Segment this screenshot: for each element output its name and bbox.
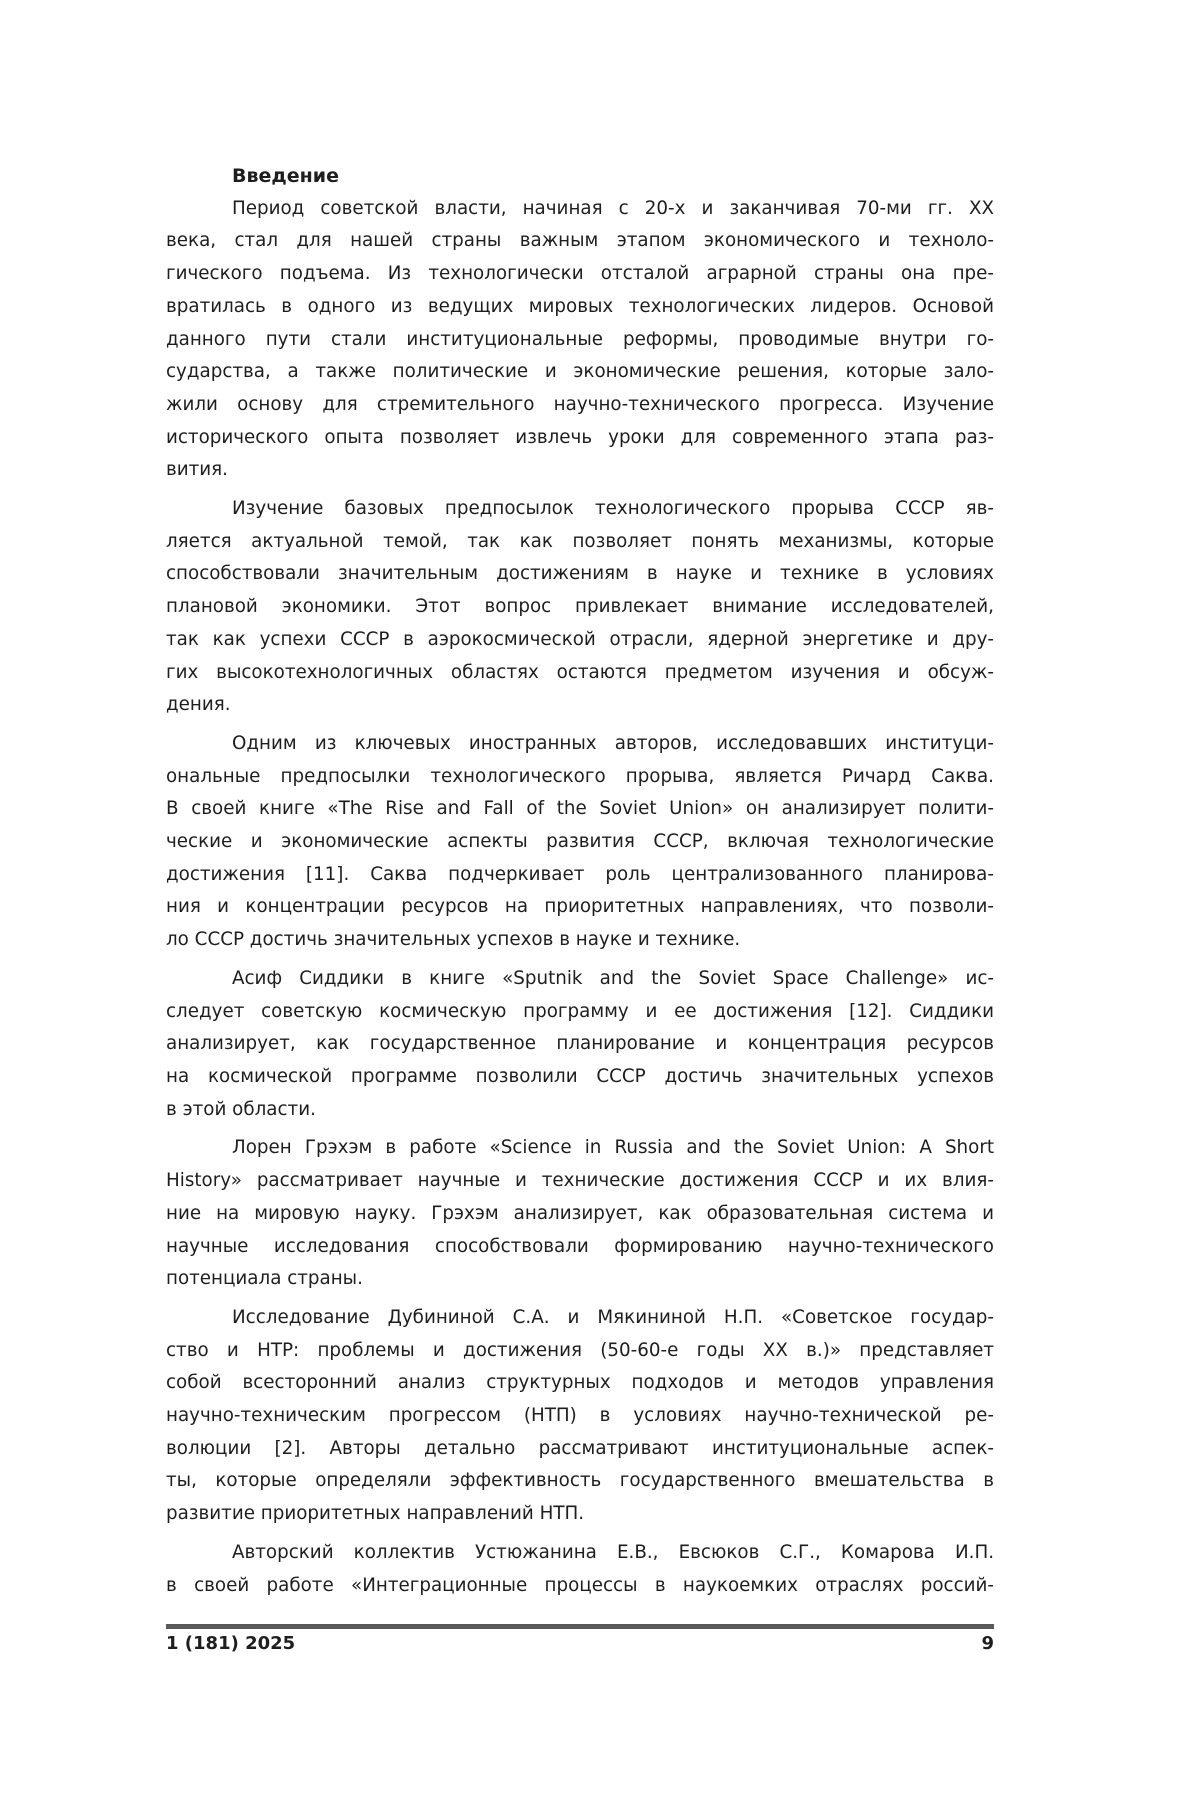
text-line: ние на мировую науку. Грэхэм анализирует, как образовательная система и [166,1198,994,1231]
paragraph [166,728,994,957]
text-line: исторического опыта позволяет извлечь уроки для современного этапа раз- [166,422,994,455]
text-line: ло СССР достичь значительных успехов в науке и технике. [166,924,994,957]
text-line: ческие и экономические аспекты развития СССР, включая технологические [166,826,994,859]
text-line: века, стал для нашей страны важным этапом экономического и техноло- [166,225,994,258]
text-line: вратилась в одного из ведущих мировых технологических лидеров. Основой [166,291,994,324]
text-line: Авторский коллектив Устюжанина Е.В., Евсюков С.Г., Комарова И.П. [166,1537,994,1570]
paragraphs [166,193,994,1603]
text-line: гих высокотехнологичных областях остаются предметом изучения и обсуж- [166,657,994,690]
text-line: в этой области. [166,1094,994,1127]
paragraph [166,963,994,1127]
text-line: на космической программе позволили СССР достичь значительных успехов [166,1061,994,1094]
text-line: ты, которые определяли эффективность государственного вмешательства в [166,1465,994,1498]
text-line: данного пути стали институциональные реформы, проводимые внутри го- [166,324,994,357]
paragraph [166,1132,994,1296]
text-line: в своей работе «Интеграционные процессы в наукоемких отраслях россий- [166,1570,994,1603]
section-heading: Введение [166,160,994,193]
text-line: развитие приоритетных направлений НТП. [166,1498,994,1531]
page-body [166,160,994,1608]
text-line: Асиф Сиддики в книге «Sputnik and the Soviet Space Challenge» ис- [166,963,994,996]
text-line: так как успехи СССР в аэрокосмической отрасли, ядерной энергетике и дру- [166,624,994,657]
text-line: ство и НТР: проблемы и достижения (50-60-е годы XX в.)» представляет [166,1335,994,1368]
text-line: Исследование Дубининой С.А. и Мякининой Н.П. «Советское государ- [166,1302,994,1335]
text-line: ния и концентрации ресурсов на приоритетных направлениях, что позволи- [166,891,994,924]
text-line: анализирует, как государственное планирование и концентрация ресурсов [166,1028,994,1061]
page-footer [166,1633,994,1654]
text-line: Лорен Грэхэм в работе «Science in Russia and the Soviet Union: A Short [166,1132,994,1165]
text-line: жили основу для стремительного научно-технического прогресса. Изучение [166,389,994,422]
text-line: дения. [166,689,994,722]
text-line: Период советской власти, начиная с 20-х и заканчивая 70-ми гг. XX [166,193,994,226]
text-line: достижения [11]. Саква подчеркивает роль централизованного планирова- [166,859,994,892]
issue-number: 1 (181) 2025 [166,1633,295,1654]
text-line: вития. [166,454,994,487]
paragraph [166,1302,994,1531]
text-line: сударства, а также политические и экономические решения, которые зало- [166,356,994,389]
text-line: волюции [2]. Авторы детально рассматривают институциональные аспек- [166,1433,994,1466]
text-line: плановой экономики. Этот вопрос привлекает внимание исследователей, [166,591,994,624]
paragraph [166,493,994,722]
page-number: 9 [981,1633,994,1654]
text-line: научные исследования способствовали формированию научно-технического [166,1231,994,1264]
text-line: ляется актуальной темой, так как позволяет понять механизмы, которые [166,526,994,559]
text-line: Изучение базовых предпосылок технологического прорыва СССР яв- [166,493,994,526]
text-line: потенциала страны. [166,1263,994,1296]
paragraph [166,193,994,487]
text-line: способствовали значительным достижениям в науке и технике в условиях [166,558,994,591]
text-line: History» рассматривает научные и технические достижения СССР и их влия- [166,1165,994,1198]
text-line: В своей книге «The Rise and Fall of the Soviet Union» он анализирует полити- [166,793,994,826]
text-line: следует советскую космическую программу и ее достижения [12]. Сиддики [166,996,994,1029]
text-line: ональные предпосылки технологического прорыва, является Ричард Саква. [166,761,994,794]
text-line: научно-техническим прогрессом (НТП) в условиях научно-технической ре- [166,1400,994,1433]
footer-rule [166,1624,994,1629]
paragraph [166,1537,994,1602]
text-line: гического подъема. Из технологически отсталой аграрной страны она пре- [166,258,994,291]
text-line: собой всесторонний анализ структурных подходов и методов управления [166,1367,994,1400]
text-line: Одним из ключевых иностранных авторов, исследовавших институци- [166,728,994,761]
